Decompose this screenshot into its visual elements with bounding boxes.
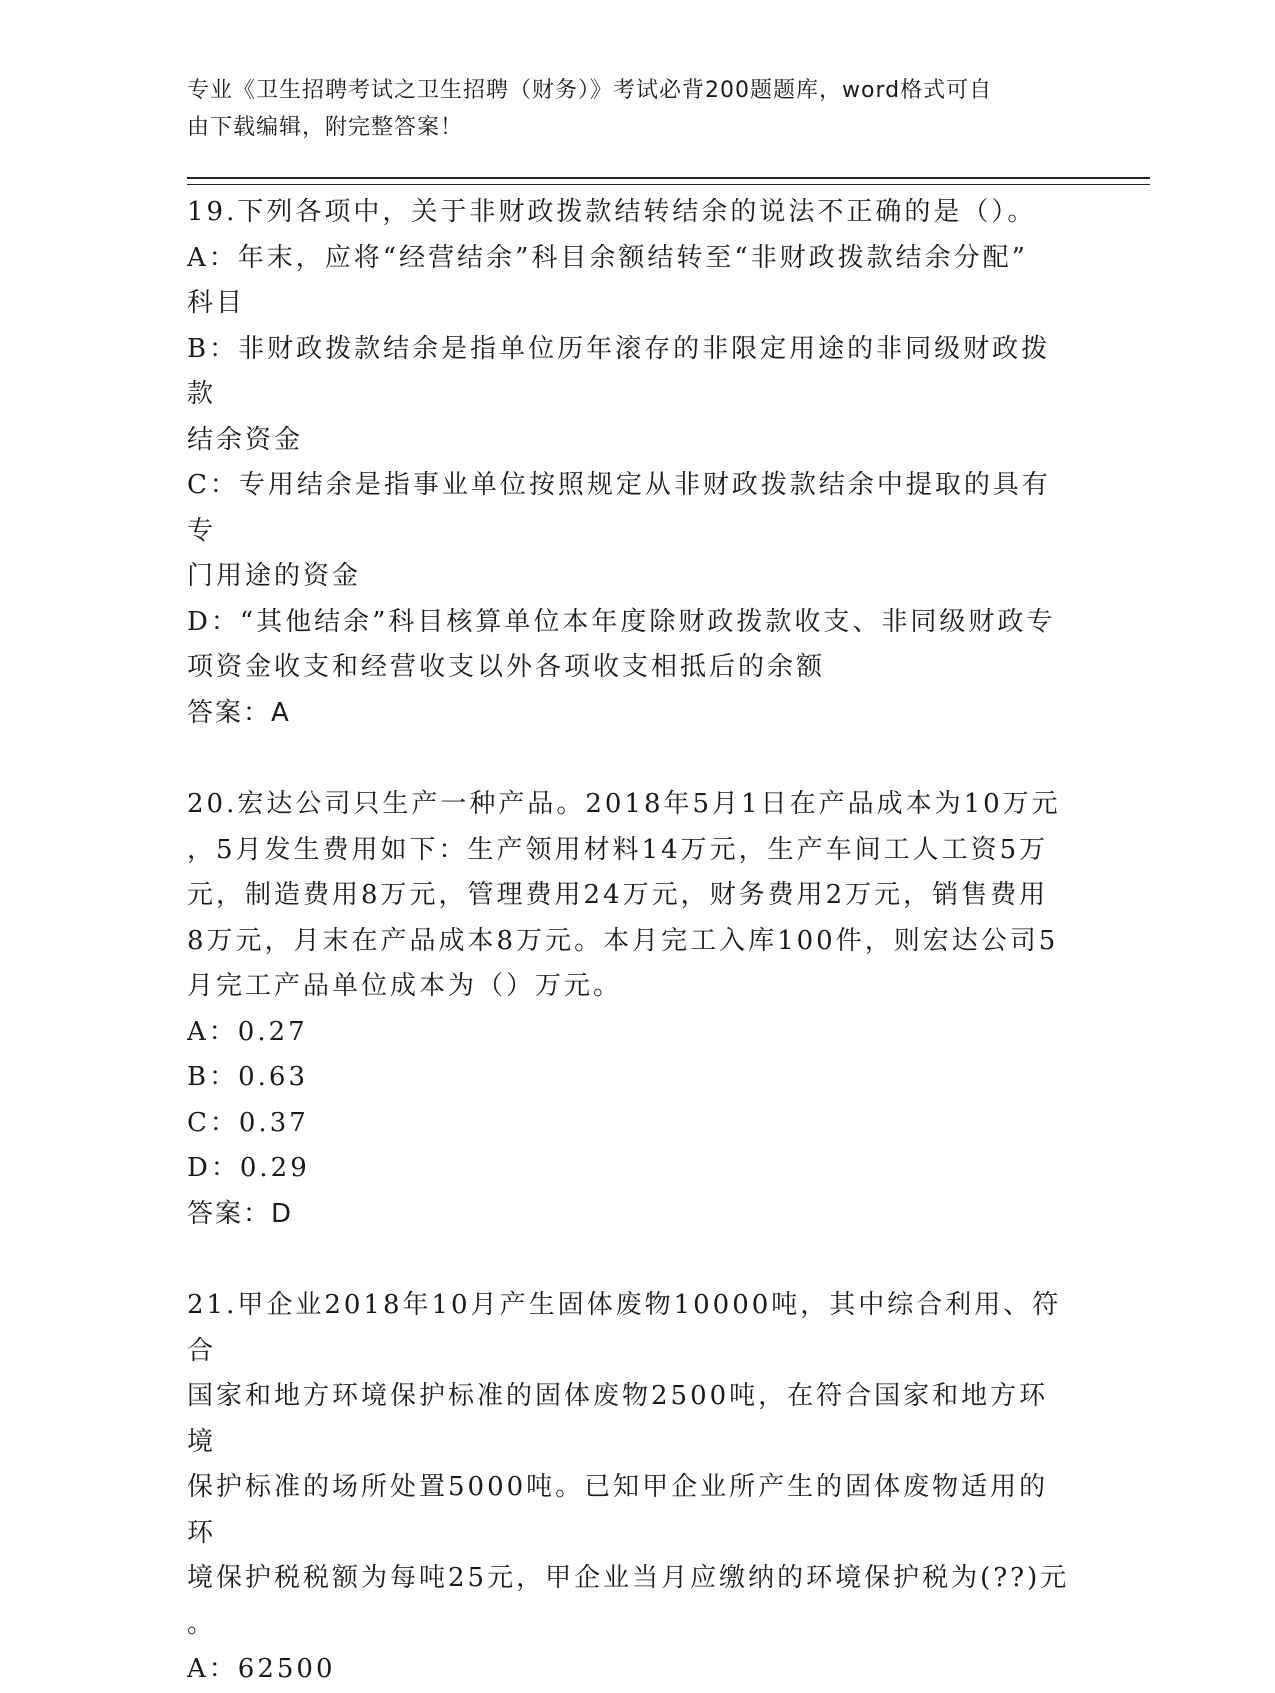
header-line-1: 专业《卫生招聘考试之卫生招聘（财务）》考试必背200题题库，word格式可自 bbox=[187, 78, 993, 103]
document-header bbox=[187, 72, 1057, 146]
question-20 bbox=[187, 782, 1077, 1237]
question-stem-line: 元，制造费用8万元，管理费用24万元，财务费用2万元，销售费用 bbox=[187, 880, 1049, 910]
option-b: B：0.63 bbox=[187, 1062, 308, 1092]
question-stem-line: 8万元，月末在产品成本8万元。本月完工入库100件，则宏达公司5 bbox=[187, 925, 1059, 956]
question-19 bbox=[187, 190, 1077, 736]
question-21 bbox=[187, 1283, 1077, 1693]
header-divider-thin bbox=[187, 184, 1150, 185]
option-b: B：非财政拨款结余是指单位历年滚存的非限定用途的非同级财政拨款 结余资金 bbox=[187, 333, 1051, 455]
answer-line: 答案：A bbox=[187, 697, 291, 728]
option-a: A：年末，应将“经营结余”科目余额结转至“非财政拨款结余分配” 科目 bbox=[187, 242, 1028, 318]
option-c: C：专用结余是指事业单位按照规定从非财政拨款结余中提取的具有专 门用途的资金 bbox=[187, 470, 1051, 591]
question-stem-line: 。 bbox=[187, 1608, 217, 1639]
question-stem-line: 月完工产品单位成本为（）万元。 bbox=[187, 971, 623, 1001]
question-stem-line: 19.下列各项中，关于非财政拨款结转结余的说法不正确的是（）。 bbox=[187, 197, 1037, 227]
header-divider-thick bbox=[187, 177, 1150, 179]
option-d: D：0.29 bbox=[187, 1153, 310, 1183]
question-stem-line: 20.宏达公司只生产一种产品。2018年5月1日在产品成本为10万元 bbox=[187, 789, 1061, 819]
question-stem-line: 国家和地方环境保护标准的固体废物2500吨，在符合国家和地方环境 bbox=[187, 1381, 1049, 1457]
option-c: C：0.37 bbox=[187, 1107, 309, 1138]
question-stem-line: ，5月发生费用如下：生产领用材料14万元，生产车间工人工资5万 bbox=[187, 834, 1049, 865]
question-stem-line: 境保护税税额为每吨25元，甲企业当月应缴纳的环境保护税为(??)元 bbox=[187, 1563, 1070, 1593]
answer-line: 答案：D bbox=[187, 1198, 294, 1229]
question-stem-line: 保护标准的场所处置5000吨。已知甲企业所产生的固体废物适用的环 bbox=[187, 1472, 1049, 1548]
question-list bbox=[187, 190, 1077, 1693]
question-stem-line: 21.甲企业2018年10月产生固体废物10000吨，其中综合利用、符合 bbox=[187, 1290, 1062, 1366]
option-d: D：“其他结余”科目核算单位本年度除财政拨款收支、非同级财政专 项资金收支和经营收支以外各项收支相抵后的余额 bbox=[187, 606, 1056, 682]
option-a: A：62500 bbox=[187, 1654, 336, 1684]
option-a: A：0.27 bbox=[187, 1016, 308, 1047]
header-line-2: 由下载编辑，附完整答案！ bbox=[187, 115, 464, 140]
